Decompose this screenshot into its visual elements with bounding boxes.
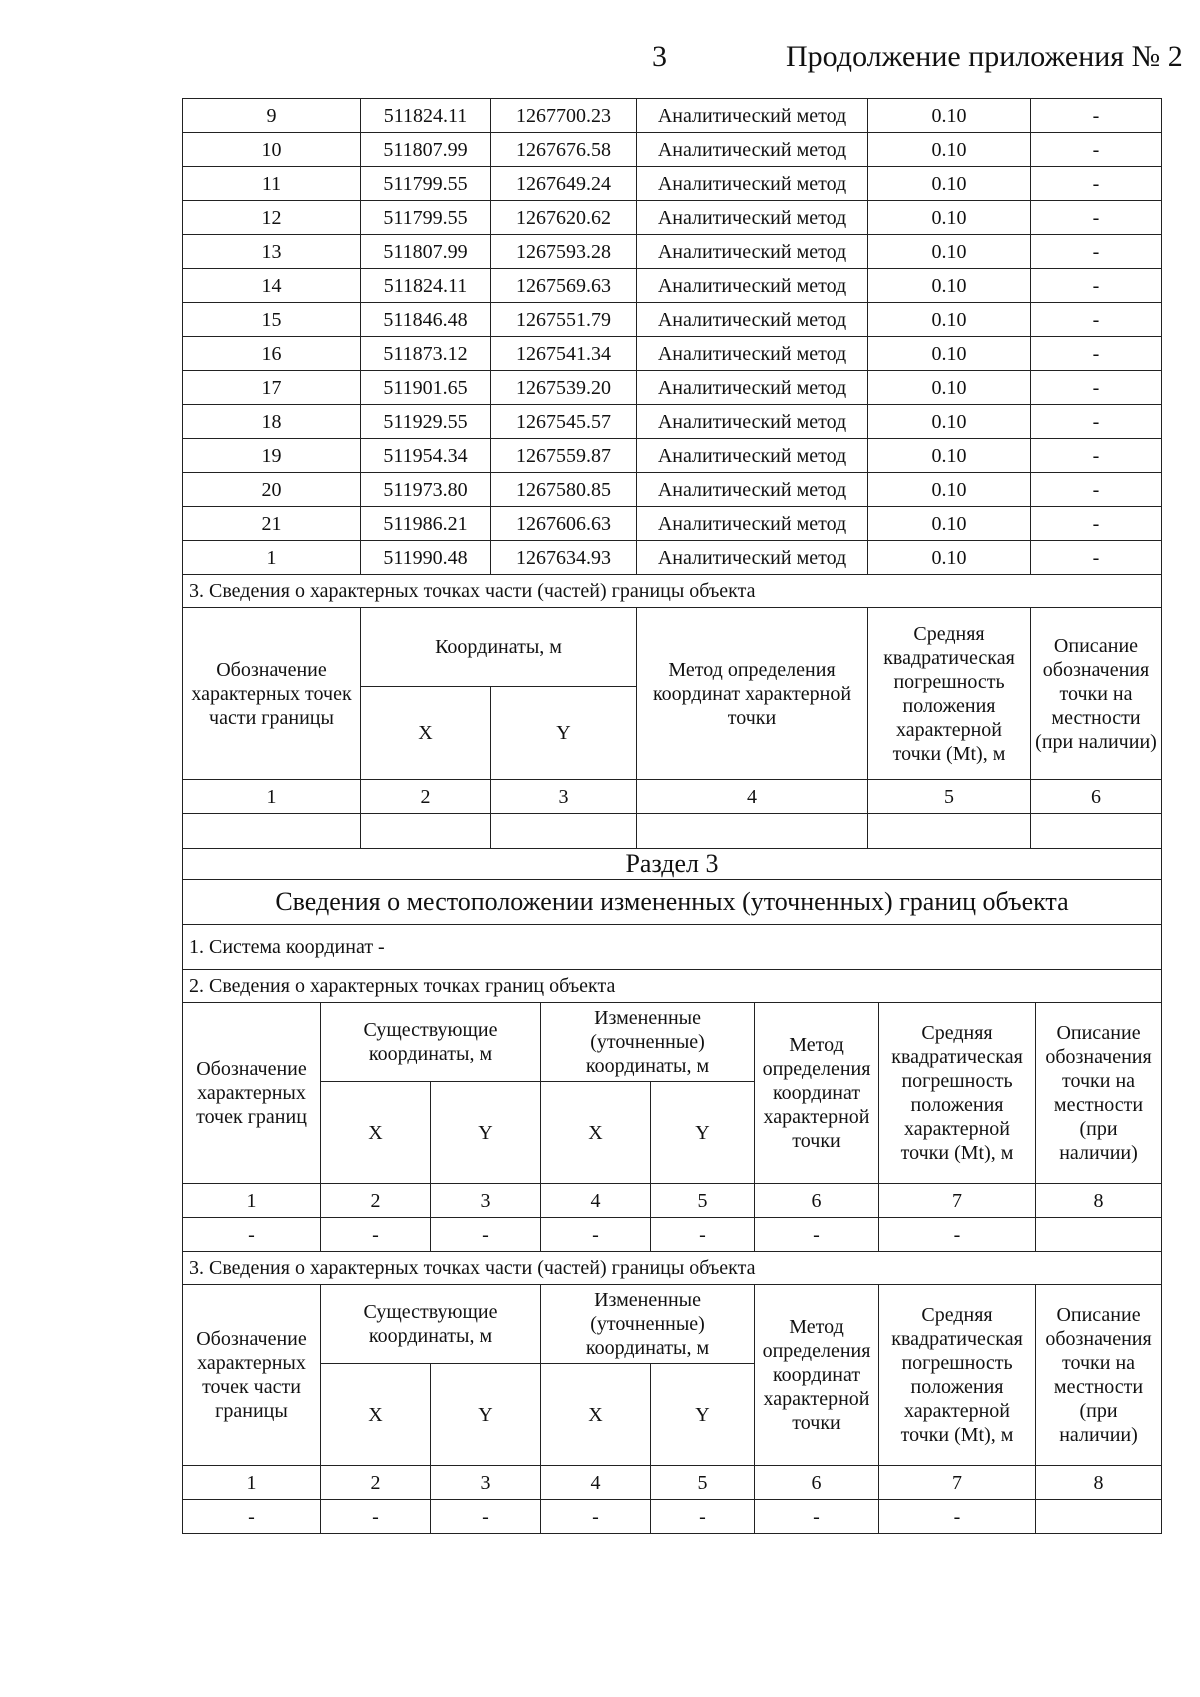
cell-x: 511807.99	[361, 235, 491, 269]
value-cell: -	[541, 1500, 651, 1534]
cell-n: 21	[183, 507, 361, 541]
column-number: 6	[755, 1184, 879, 1218]
column-number: 7	[879, 1466, 1036, 1500]
value-cell: -	[879, 1218, 1036, 1252]
p-header-y2: Y	[651, 1364, 755, 1466]
cell-x: 511824.11	[361, 99, 491, 133]
cell-y: 1267700.23	[491, 99, 637, 133]
cell-mt: 0.10	[868, 541, 1031, 575]
cell-y: 1267559.87	[491, 439, 637, 473]
header-y: Y	[491, 687, 637, 780]
table-row	[183, 235, 1162, 269]
table-row	[183, 133, 1162, 167]
cell-n: 15	[183, 303, 361, 337]
cell-x: 511799.55	[361, 201, 491, 235]
column-number: 6	[1031, 780, 1162, 814]
cell-method: Аналитический метод	[637, 269, 868, 303]
column-number: 4	[541, 1466, 651, 1500]
b-header-designation: Обозначение характерных точек границ	[183, 1003, 321, 1184]
table-row	[183, 541, 1162, 575]
header-designation: Обозначение характерных точек части границы	[183, 608, 361, 780]
boundary-table	[182, 1003, 1162, 1534]
column-number: 3	[431, 1466, 541, 1500]
p-header-x2: X	[541, 1364, 651, 1466]
table-row	[183, 167, 1162, 201]
value-cell	[1036, 1500, 1162, 1534]
cell-method: Аналитический метод	[637, 507, 868, 541]
part-points-empty-row	[183, 814, 1162, 849]
empty-cell	[361, 814, 491, 849]
cell-x: 511799.55	[361, 167, 491, 201]
cell-mt: 0.10	[868, 235, 1031, 269]
document-sheet	[182, 98, 1161, 1534]
value-cell: -	[755, 1500, 879, 1534]
column-number: 1	[183, 1466, 321, 1500]
cell-desc: -	[1031, 167, 1162, 201]
value-cell: -	[431, 1218, 541, 1252]
value-cell: -	[183, 1500, 321, 1534]
cell-mt: 0.10	[868, 439, 1031, 473]
cell-y: 1267634.93	[491, 541, 637, 575]
cell-desc: -	[1031, 337, 1162, 371]
column-number: 4	[541, 1184, 651, 1218]
cell-n: 14	[183, 269, 361, 303]
cell-method: Аналитический метод	[637, 201, 868, 235]
cell-n: 12	[183, 201, 361, 235]
cell-method: Аналитический метод	[637, 337, 868, 371]
cell-n: 13	[183, 235, 361, 269]
cell-desc: -	[1031, 303, 1162, 337]
boundary-caption: 2. Сведения о характерных точках границ объекта	[183, 970, 1162, 1003]
cell-n: 9	[183, 99, 361, 133]
value-cell	[1036, 1218, 1162, 1252]
value-cell: -	[183, 1218, 321, 1252]
cell-mt: 0.10	[868, 473, 1031, 507]
empty-cell	[183, 814, 361, 849]
column-number: 8	[1036, 1184, 1162, 1218]
cell-method: Аналитический метод	[637, 371, 868, 405]
cell-mt: 0.10	[868, 167, 1031, 201]
table-row	[183, 269, 1162, 303]
cell-x: 511973.80	[361, 473, 491, 507]
p-header-existing: Существующие координаты, м	[321, 1285, 541, 1364]
table-row	[183, 439, 1162, 473]
column-number: 2	[321, 1184, 431, 1218]
cell-x: 511901.65	[361, 371, 491, 405]
cell-x: 511990.48	[361, 541, 491, 575]
b-header-changed: Измененные (уточненные) координаты, м	[541, 1003, 755, 1082]
b-header-description: Описание обозначения точки на местности (при наличии)	[1036, 1003, 1162, 1184]
part-points-number-row	[183, 780, 1162, 814]
table-row	[183, 473, 1162, 507]
cell-n: 10	[183, 133, 361, 167]
cell-x: 511954.34	[361, 439, 491, 473]
b-header-method: Метод определения координат характерной точки	[755, 1003, 879, 1184]
cell-desc: -	[1031, 507, 1162, 541]
column-number: 1	[183, 780, 361, 814]
cell-desc: -	[1031, 405, 1162, 439]
b-header-x1: X	[321, 1082, 431, 1184]
column-number: 5	[651, 1466, 755, 1500]
part-boundary-number-row	[183, 1466, 1162, 1500]
value-cell: -	[879, 1500, 1036, 1534]
column-number: 3	[491, 780, 637, 814]
cell-n: 19	[183, 439, 361, 473]
p-header-x1: X	[321, 1364, 431, 1466]
table-row	[183, 201, 1162, 235]
cell-n: 20	[183, 473, 361, 507]
cell-desc: -	[1031, 371, 1162, 405]
p-header-method: Метод определения координат характерной точки	[755, 1285, 879, 1466]
cell-method: Аналитический метод	[637, 235, 868, 269]
column-number: 2	[321, 1466, 431, 1500]
p-header-y1: Y	[431, 1364, 541, 1466]
value-cell: -	[651, 1218, 755, 1252]
value-cell: -	[321, 1500, 431, 1534]
column-number: 8	[1036, 1466, 1162, 1500]
coord-system: 1. Система координат -	[183, 925, 1162, 970]
cell-mt: 0.10	[868, 303, 1031, 337]
cell-y: 1267541.34	[491, 337, 637, 371]
cell-desc: -	[1031, 235, 1162, 269]
column-number: 3	[431, 1184, 541, 1218]
section-title: Раздел 3	[183, 849, 1162, 880]
boundary-number-row	[183, 1184, 1162, 1218]
column-number: 4	[637, 780, 868, 814]
cell-n: 18	[183, 405, 361, 439]
value-cell: -	[755, 1218, 879, 1252]
cell-desc: -	[1031, 269, 1162, 303]
table-row	[183, 303, 1162, 337]
p-header-changed: Измененные (уточненные) координаты, м	[541, 1285, 755, 1364]
table-row	[183, 99, 1162, 133]
cell-method: Аналитический метод	[637, 133, 868, 167]
b-header-y1: Y	[431, 1082, 541, 1184]
cell-n: 1	[183, 541, 361, 575]
table-row	[183, 405, 1162, 439]
cell-desc: -	[1031, 541, 1162, 575]
cell-desc: -	[1031, 473, 1162, 507]
cell-y: 1267539.20	[491, 371, 637, 405]
cell-desc: -	[1031, 99, 1162, 133]
cell-mt: 0.10	[868, 371, 1031, 405]
b-header-existing: Существующие координаты, м	[321, 1003, 541, 1082]
cell-desc: -	[1031, 201, 1162, 235]
section-subtitle: Сведения о местоположении измененных (уточненных) границ объекта	[183, 880, 1162, 925]
column-number: 2	[361, 780, 491, 814]
part-boundary-caption: 3. Сведения о характерных точках части (частей) границы объекта	[183, 1252, 1162, 1285]
cell-mt: 0.10	[868, 201, 1031, 235]
page-number: 3	[652, 40, 667, 73]
column-number: 1	[183, 1184, 321, 1218]
table-row	[183, 337, 1162, 371]
value-cell: -	[651, 1500, 755, 1534]
cell-method: Аналитический метод	[637, 167, 868, 201]
cell-mt: 0.10	[868, 507, 1031, 541]
column-number: 5	[868, 780, 1031, 814]
empty-cell	[868, 814, 1031, 849]
part-boundary-value-row	[183, 1500, 1162, 1534]
cell-desc: -	[1031, 439, 1162, 473]
value-cell: -	[431, 1500, 541, 1534]
column-number: 7	[879, 1184, 1036, 1218]
header-description: Описание обозначения точки на местности (при наличии)	[1031, 608, 1162, 780]
header-coordinates: Координаты, м	[361, 608, 637, 687]
cell-y: 1267676.58	[491, 133, 637, 167]
cell-method: Аналитический метод	[637, 541, 868, 575]
boundary-value-row	[183, 1218, 1162, 1252]
cell-x: 511846.48	[361, 303, 491, 337]
b-header-x2: X	[541, 1082, 651, 1184]
cell-method: Аналитический метод	[637, 473, 868, 507]
cell-method: Аналитический метод	[637, 439, 868, 473]
cell-y: 1267593.28	[491, 235, 637, 269]
p-header-description: Описание обозначения точки на местности (при наличии)	[1036, 1285, 1162, 1466]
cell-y: 1267580.85	[491, 473, 637, 507]
column-number: 6	[755, 1466, 879, 1500]
cell-n: 11	[183, 167, 361, 201]
column-number: 5	[651, 1184, 755, 1218]
value-cell: -	[541, 1218, 651, 1252]
cell-n: 16	[183, 337, 361, 371]
header-x: X	[361, 687, 491, 780]
part-points-caption: 3. Сведения о характерных точках части (частей) границы объекта	[183, 575, 1162, 608]
page-header-title: Продолжение приложения № 2	[786, 40, 1183, 73]
cell-x: 511807.99	[361, 133, 491, 167]
cell-mt: 0.10	[868, 133, 1031, 167]
cell-y: 1267551.79	[491, 303, 637, 337]
cell-x: 511929.55	[361, 405, 491, 439]
cell-n: 17	[183, 371, 361, 405]
table-row	[183, 371, 1162, 405]
cell-mt: 0.10	[868, 99, 1031, 133]
cell-y: 1267649.24	[491, 167, 637, 201]
cell-y: 1267620.62	[491, 201, 637, 235]
empty-cell	[491, 814, 637, 849]
value-cell: -	[321, 1218, 431, 1252]
cell-y: 1267606.63	[491, 507, 637, 541]
cell-x: 511824.11	[361, 269, 491, 303]
cell-mt: 0.10	[868, 337, 1031, 371]
p-header-mt: Средняя квадратическая погрешность положения характерной точки (Mt), м	[879, 1285, 1036, 1466]
cell-method: Аналитический метод	[637, 99, 868, 133]
cell-y: 1267545.57	[491, 405, 637, 439]
header-mt: Средняя квадратическая погрешность положения характерной точки (Mt), м	[868, 608, 1031, 780]
b-header-mt: Средняя квадратическая погрешность положения характерной точки (Mt), м	[879, 1003, 1036, 1184]
cell-x: 511873.12	[361, 337, 491, 371]
points-table	[182, 98, 1162, 1003]
cell-y: 1267569.63	[491, 269, 637, 303]
p-header-designation: Обозначение характерных точек части границы	[183, 1285, 321, 1466]
cell-method: Аналитический метод	[637, 303, 868, 337]
cell-desc: -	[1031, 133, 1162, 167]
empty-cell	[637, 814, 868, 849]
points-table-body	[183, 99, 1162, 575]
cell-x: 511986.21	[361, 507, 491, 541]
cell-mt: 0.10	[868, 405, 1031, 439]
cell-method: Аналитический метод	[637, 405, 868, 439]
header-method: Метод определения координат характерной точки	[637, 608, 868, 780]
b-header-y2: Y	[651, 1082, 755, 1184]
cell-mt: 0.10	[868, 269, 1031, 303]
table-row	[183, 507, 1162, 541]
empty-cell	[1031, 814, 1162, 849]
